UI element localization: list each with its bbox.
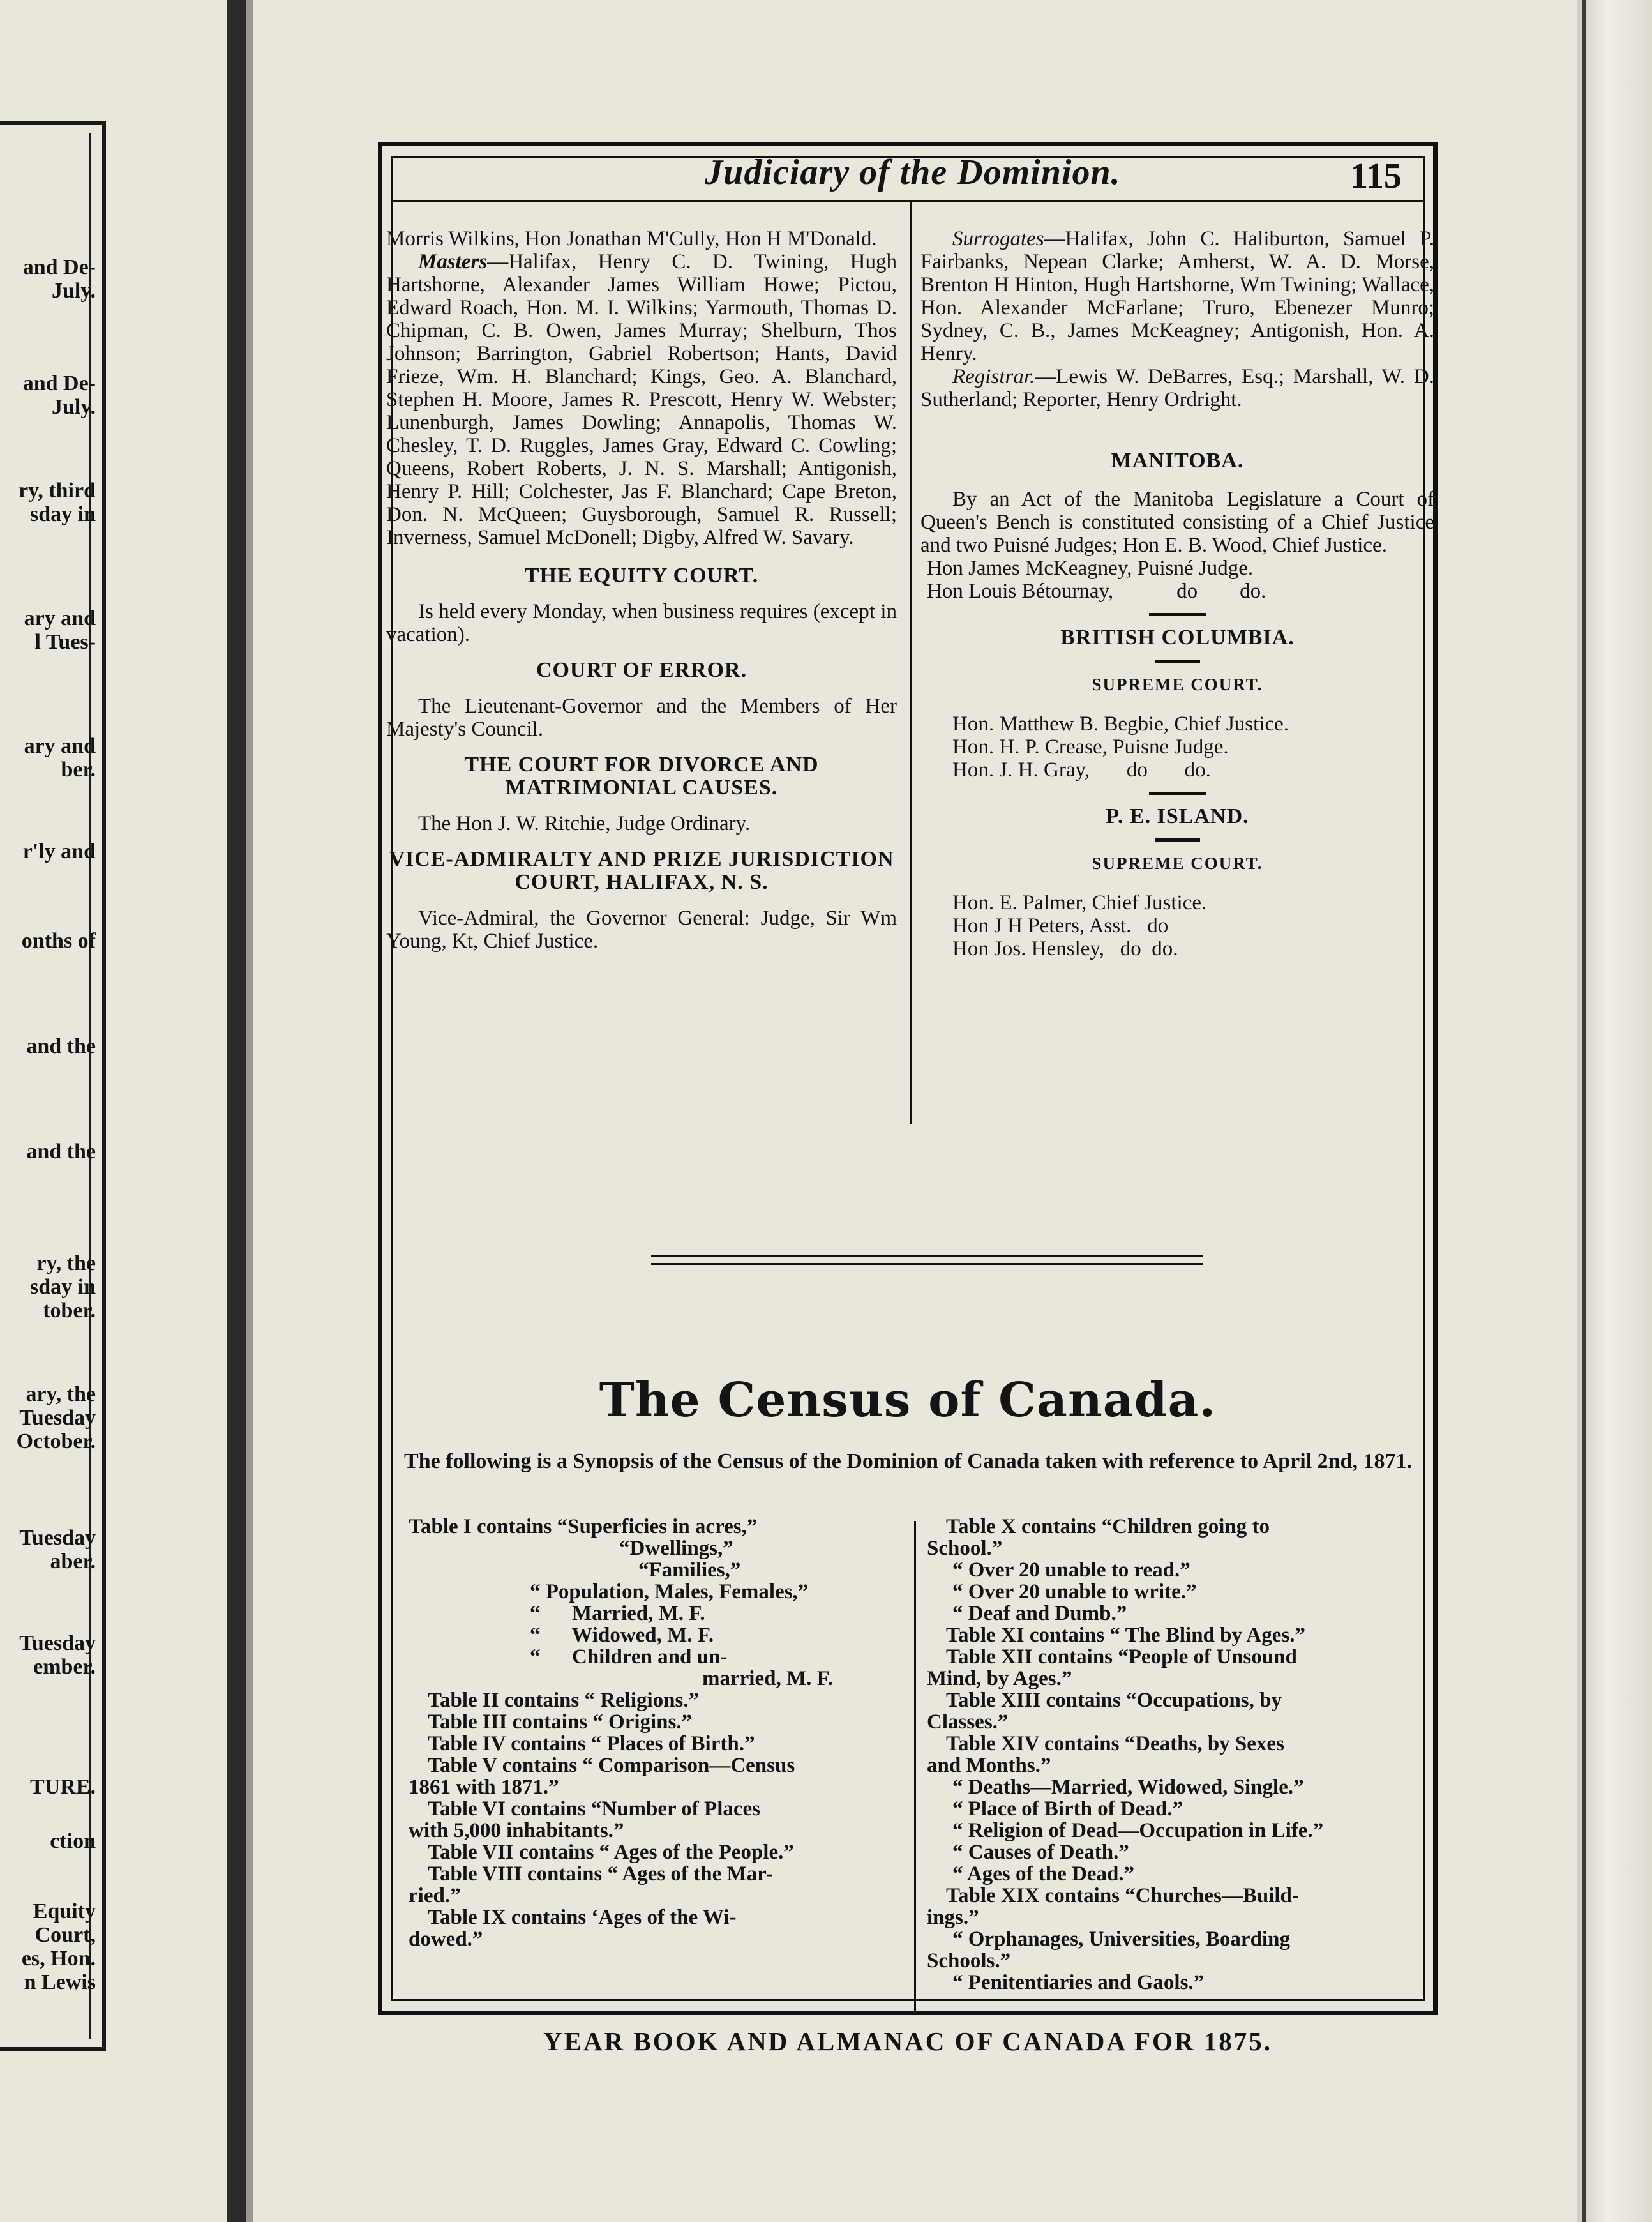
surrogates-text: Surrogates—Halifax, John C. Haliburton, Samuel P. Fairbanks, Nepean Clarke; Amherst, W. A. D. Morse, Brenton H Hinton, Hugh Hartshorne, Wm Twining; Wallace, Hon. Alexander McFarlane; Truro, Ebenezer Munro; Sydney, C. B., James McKeagney; Antigonish, Hon. A. Henry. [920,227,1434,365]
census-right-line: “ Over 20 unable to read.” [952,1559,1190,1582]
census-left-line: “ Married, M. F. [530,1602,705,1625]
census-right-line: Mind, by Ages.” [927,1667,1072,1690]
left-page-fragment-line: ber. [61,758,96,782]
census-left-line: with 5,000 inhabitants.” [409,1819,624,1842]
pei-subheading: SUPREME COURT. [1092,854,1263,873]
census-right-line: “ Deaths—Married, Widowed, Single.” [952,1776,1304,1799]
error-heading: COURT OF ERROR. [536,658,747,682]
equity-text: Is held every Monday, when business requires (except in vacation). [386,600,897,646]
census-left-line: Table VII contains “ Ages of the People.” [428,1841,794,1864]
left-page-fragment-line: sday in [30,1275,96,1299]
census-right-line: Table XIV contains “Deaths, by Sexes [946,1732,1284,1755]
census-right-line: “ Causes of Death.” [952,1841,1129,1864]
header-rule [391,200,1425,202]
bc-subheading: SUPREME COURT. [1092,675,1263,694]
left-page-fragment-line: ary and [24,607,96,630]
column-divider-bottom [914,1521,916,2013]
census-left-line: Table VIII contains “ Ages of the Mar- [428,1863,773,1886]
masters-list: Masters—Halifax, Henry C. D. Twining, Hugh Hartshorne, Alexander James William Howe; Pictou, Edward Roach, Hon. M. I. Wilkins; Yarmouth, Thomas D. Chipman, C. B. Owen, James Murray; Shelburn, Thos Johnson; Barrington, Gabriel Robertson; Hants, David Frieze, Wm. H. Blanchard; Kings, Geo. A. Blanchard, Stephen H. Moore, James R. Prescott, Henry W. Webster; Lunenburgh, James Dowling; Annapolis, Thomas W. Chesley, T. D. Ruggles, James Gray, Edward C. Cowling; Queens, Robert Roberts, J. N. S. Marshall; Antigonish, Henry P. Hill; Colchester, Jas F. Blanchard; Cape Breton, Don. N. McQueen; Guysborough, Samuel R. Russell; Inverness, Samuel McDonell; Digby, Alfred W. Savary. [386,250,897,549]
census-left-line: Table I contains “Superficies in acres,” [409,1515,758,1538]
census-title: The Census of Canada. [599,1373,1217,1428]
left-page-fragment-line: ary, the [26,1382,96,1406]
page-footer: YEAR BOOK AND ALMANAC OF CANADA FOR 1875. [543,2027,1272,2056]
left-page-fragment-line: Tuesday [19,1631,96,1655]
census-left-line: “Dwellings,” [619,1537,733,1560]
census-right-line: “ Orphanages, Universities, Boarding [952,1928,1290,1951]
divorce-heading: THE COURT FOR DIVORCE AND MATRIMONIAL CAUSES. [464,753,819,799]
book-gutter-shadow [246,0,253,2222]
census-left-line: Table IV contains “ Places of Birth.” [428,1732,755,1755]
census-right-line: ings.” [927,1906,979,1929]
census-left-line: “ Population, Males, Females,” [530,1580,809,1603]
census-right-line: “ Religion of Dead—Occupation in Life.” [952,1819,1324,1842]
census-right-line: “ Deaf and Dumb.” [952,1602,1127,1625]
pei-line-3: Hon Jos. Hensley, do do. [952,937,1178,960]
manitoba-line-2: Hon Louis Bétournay, do do. [927,580,1266,603]
error-text: The Lieutenant-Governor and the Members of Her Majesty's Council. [386,695,897,741]
census-left-line: Table V contains “ Comparison—Census [428,1754,795,1777]
double-rule-bottom [651,1263,1203,1265]
left-page-fragment-line: l Tues- [34,630,96,654]
left-page-fragment-line: ction [50,1829,96,1853]
section-dash [1155,660,1200,663]
left-page-fragment-line: and the [26,1034,96,1058]
left-page-fragment-line: October. [16,1430,96,1453]
left-page-fragment-line: July. [52,395,96,419]
left-page-fragment-line: aber. [50,1550,96,1573]
census-right-line: School.” [927,1537,1003,1560]
bc-line-2: Hon. H. P. Crease, Puisne Judge. [952,736,1229,759]
census-left-line: Table III contains “ Origins.” [428,1711,693,1734]
equity-heading: THE EQUITY COURT. [524,564,759,587]
page-number: 115 [1350,156,1402,196]
left-page-fragment-line: Tuesday [19,1526,96,1550]
left-page-fragment-line: and the [26,1140,96,1163]
divorce-text: The Hon J. W. Ritchie, Judge Ordinary. [418,812,751,835]
left-page-fragment-line: onths of [21,929,96,953]
left-page-fragment-line: Equity [33,1900,96,1923]
left-page-fragment-line: ry, the [36,1251,96,1275]
census-left-line: dowed.” [409,1928,483,1951]
left-page-fragment-line: Tuesday [19,1406,96,1430]
left-column [386,227,897,953]
left-page-fragment-line: n Lewis [24,1970,96,1994]
pei-line-2: Hon J H Peters, Asst. do [952,914,1169,937]
section-dash [1149,613,1206,616]
census-left-column [409,1516,906,1950]
manitoba-text: By an Act of the Manitoba Legislature a Court of Queen's Bench is constituted consisting of a Chief Justice and two Puisné Judges; Hon E. B. Wood, Chief Justice. [920,488,1434,557]
left-page-fragment-line: and De- [22,255,96,279]
census-right-line: Table XIX contains “Churches—Build- [946,1884,1299,1907]
census-left-line: Table II contains “ Religions.” [428,1689,700,1712]
census-intro: The following is a Synopsis of the Census of the Dominion of Canada taken with reference to April 2nd, 1871. [404,1449,1412,1473]
census-right-column [927,1516,1434,1993]
census-right-line: “ Ages of the Dead.” [952,1863,1135,1886]
census-right-line: “ Over 20 unable to write.” [952,1580,1197,1603]
census-right-line: Table XI contains “ The Blind by Ages.” [946,1624,1305,1647]
pei-heading: P. E. ISLAND. [1106,805,1249,828]
registrar-text: Registrar.—Lewis W. DeBarres, Esq.; Marshall, W. D. Sutherland; Reporter, Henry Ordright. [920,365,1434,411]
page-edge-line [1582,0,1586,2222]
left-page-fragment-line: sday in [30,503,96,526]
census-right-line: “ Penitentiaries and Gaols.” [952,1971,1205,1994]
census-left-line: 1861 with 1871.” [409,1776,559,1799]
left-page-fragment-line: TURE. [30,1775,96,1799]
admiralty-text: Vice-Admiral, the Governor General: Judge, Sir Wm Young, Kt, Chief Justice. [386,907,897,953]
page-edge [1577,0,1652,2222]
census-left-line: “Families,” [638,1559,741,1582]
book-gutter [227,0,246,2222]
census-left-line: “ Widowed, M. F. [530,1624,714,1647]
left-page-fragment-line: ary and [24,734,96,758]
right-column [920,227,1434,960]
manitoba-line-1: Hon James McKeagney, Puisné Judge. [927,557,1254,580]
double-rule-top [651,1255,1203,1257]
bc-line-3: Hon. J. H. Gray, do do. [952,759,1211,782]
left-page-fragment-line: Court, [34,1923,96,1947]
census-right-line: Table X contains “Children going to [946,1515,1270,1538]
census-right-line: “ Place of Birth of Dead.” [952,1797,1183,1820]
bc-heading: BRITISH COLUMBIA. [1060,626,1295,649]
admiralty-heading: VICE-ADMIRALTY AND PRIZE JURISDICTION COURT, HALIFAX, N. S. [389,847,894,894]
census-right-line: Table XIII contains “Occupations, by [946,1689,1282,1712]
left-page-fragment-line: ember. [33,1655,96,1679]
census-left-line: Table IX contains ‘Ages of the Wi- [428,1906,737,1929]
census-left-line: Table VI contains “Number of Places [428,1797,761,1820]
left-page-fragment-line: July. [52,279,96,303]
section-dash [1155,838,1200,842]
census-left-line: married, M. F. [702,1667,833,1690]
left-page-fragment-line: ry, third [19,479,96,503]
left-page-fragment-line: tober. [43,1299,96,1322]
manitoba-heading: MANITOBA. [1111,449,1244,472]
column-divider-top [910,202,912,1124]
running-title: Judiciary of the Dominion. [705,153,1121,192]
left-page-fragment-line: r'ly and [22,840,96,863]
census-right-line: Classes.” [927,1711,1009,1734]
left-page-fragment-line: and De- [22,372,96,395]
census-right-line: Table XII contains “People of Unsound [946,1645,1297,1668]
census-left-line: ried.” [409,1884,461,1907]
census-left-line: “ Children and un- [530,1645,728,1668]
section-dash [1149,792,1206,795]
left-page-fragment-line: es, Hon. [21,1947,96,1970]
masters-intro: Morris Wilkins, Hon Jonathan M'Cully, Hon H M'Donald. [386,227,877,250]
census-right-line: and Months.” [927,1754,1051,1777]
bc-line-1: Hon. Matthew B. Begbie, Chief Justice. [952,713,1289,736]
pei-line-1: Hon. E. Palmer, Chief Justice. [952,891,1207,914]
census-right-line: Schools.” [927,1949,1011,1972]
